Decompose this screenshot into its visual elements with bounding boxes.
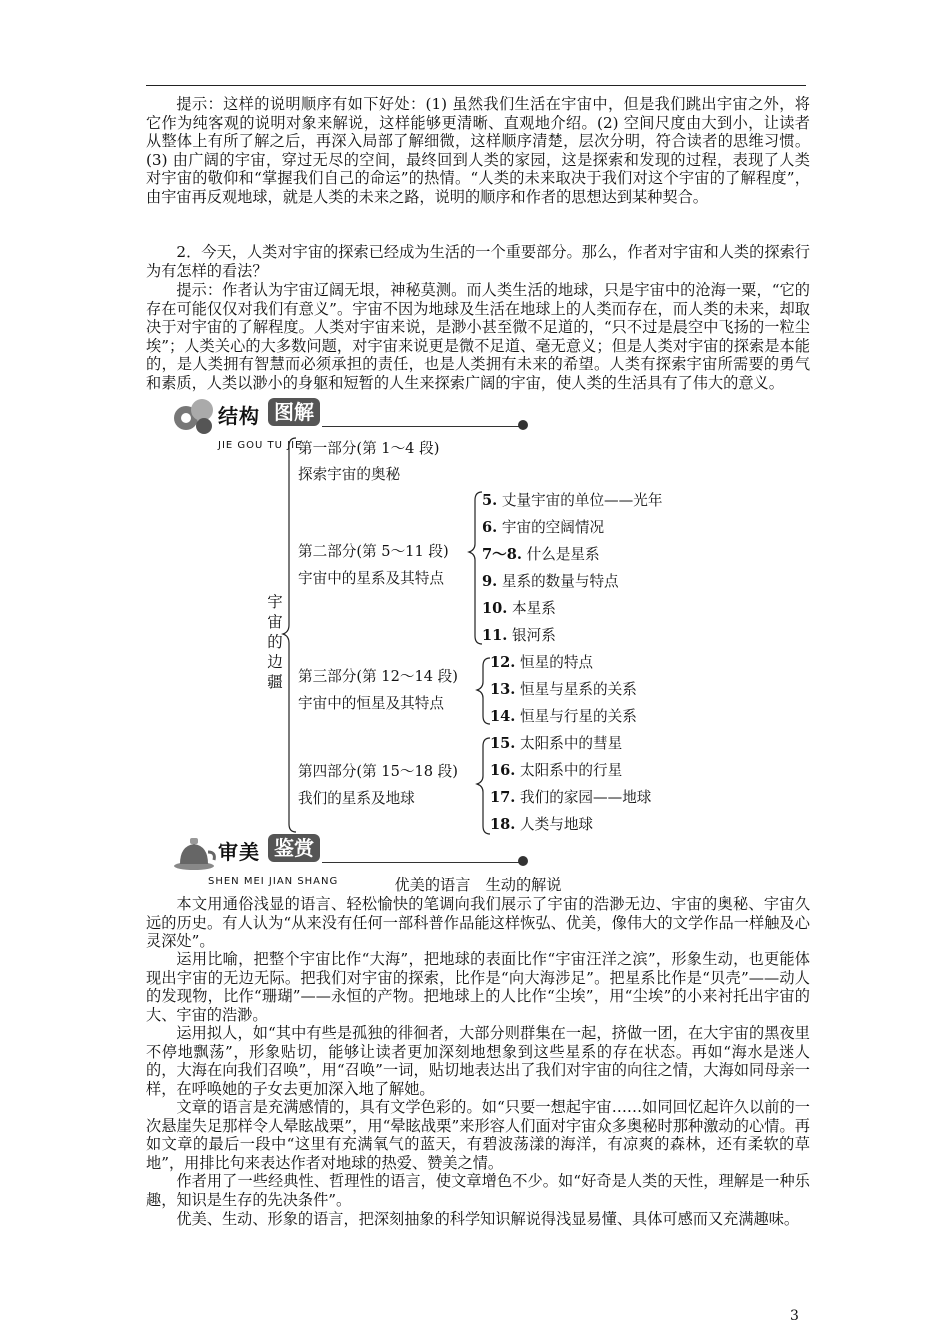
part-1-sub: 探索宇宙的奥秘 (298, 466, 401, 483)
list-item: 5. 丈量宇宙的单位——光年 (482, 492, 663, 509)
list-item: 9. 星系的数量与特点 (482, 573, 619, 590)
question-2: 2．今天，人类对宇宙的探索已经成为生活的一个重要部分。那么，作者对宇宙和人类的探索行为有怎样的看法？ (146, 243, 810, 280)
part-4-sub: 我们的星系及地球 (298, 790, 415, 807)
page-number: 3 (790, 1308, 799, 1324)
body-paragraph-6: 优美、生动、形象的语言，把深刻抽象的科学知识解说得浅显易懂、具体可感而又充满趣味。 (176, 1210, 800, 1228)
section-rule-dot (518, 856, 528, 866)
body-paragraph-1: 本文用通俗浅显的语言、轻松愉快的笔调向我们展示了宇宙的浩渺无边、宇宙的奥秘、宇宙久远的历史。有人认为“从来没有任何一部科普作品能这样恢弘、优美，像伟大的文学作品一样触及心灵深处”。 (146, 895, 810, 951)
section-title-a: 结构 (218, 404, 260, 428)
part-4-head: 第四部分(第 15～18 段) (298, 763, 458, 780)
list-item: 16. 太阳系中的行星 (490, 762, 623, 779)
section-title-b: 鉴赏 (268, 834, 320, 862)
teapot-logo-icon (172, 832, 218, 872)
section-subtitle: 优美的语言 生动的解说 (394, 876, 562, 894)
diagram-root-title: 宇宙的边疆 (267, 593, 283, 691)
hint-paragraph-2: 提示：作者认为宇宙辽阔无垠，神秘莫测。而人类生活的地球，只是宇宙中的沧海一粟，“它的存在可能仅仅对我们有意义”。宇宙不因为地球及生活在地球上的人类而存在，而人类的未来，却取决于对宇宙的了解程度。人类对宇宙来说，是渺小甚至微不足道的，“只不过是晨空中飞扬的一粒尘埃”；人类关心的大多数问题，对宇宙来说更是微不足道、毫无意义；但是人类对宇宙的探索是本能的，是人类拥有智慧而必须承担的责任，也是人类拥有未来的希望。人类有探索宇宙所需要的勇气和素质，人类以渺小的身躯和短暂的人生来探索广阔的宇宙，使人类的生活具有了伟大的意义。 (146, 281, 810, 392)
section-pinyin: JIE GOU TU JIE (218, 440, 303, 451)
list-item: 12. 恒星的特点 (490, 654, 594, 671)
part-2-head: 第二部分(第 5～11 段) (298, 543, 449, 560)
section-pinyin: SHEN MEI JIAN SHANG (208, 876, 339, 887)
list-item: 13. 恒星与星系的关系 (490, 681, 637, 698)
part-1-head: 第一部分(第 1～4 段) (298, 440, 440, 457)
part-3-head: 第三部分(第 12～14 段) (298, 668, 458, 685)
body-paragraph-5: 作者用了一些经典性、哲理性的语言，使文章增色不少。如“好奇是人类的天性，理解是一种乐趣，知识是生存的先决条件”。 (146, 1172, 810, 1209)
part-3-sub: 宇宙中的恒星及其特点 (298, 695, 444, 712)
section-title-a: 审美 (218, 840, 260, 864)
part-2-sub: 宇宙中的星系及其特点 (298, 570, 444, 587)
list-item: 15. 太阳系中的彗星 (490, 735, 623, 752)
section-title-b: 图解 (268, 398, 320, 426)
body-paragraph-3: 运用拟人，如“其中有些是孤独的徘徊者，大部分则群集在一起，挤做一团，在大宇宙的黑夜里不停地飘荡”，形象贴切，能够让读者更加深刻地想象到这些星系的存在状态。再如“海水是迷人的，大海在向我们召唤”，用“召唤”一词，贴切地表达出了我们对宇宙的向往之情，大海如同母亲一样，在呼唤她的子女去更加深入地了解她。 (146, 1024, 810, 1098)
list-item: 6. 宇宙的空阔情况 (482, 519, 605, 536)
section-rule (322, 862, 520, 863)
list-item: 10. 本星系 (482, 600, 556, 617)
list-item: 7～8. 什么是星系 (482, 546, 600, 563)
body-paragraph-4: 文章的语言是充满感情的，具有文学色彩的。如“只要一想起宇宙……如同回忆起许久以前的一次悬崖失足那样令人晕眩战栗”，用“晕眩战栗”来形容人们面对宇宙众多奥秘时那种激动的心情。再如文章的最后一段中“这里有充满氧气的蓝天，有碧波荡漾的海洋，有凉爽的森林，还有柔软的草地”，用排比句来表达作者对地球的热爱、赞美之情。 (146, 1098, 810, 1172)
hint-paragraph-1: 提示：这样的说明顺序有如下好处：(1) 虽然我们生活在宇宙中，但是我们跳出宇宙之外，将它作为纯客观的说明对象来解说，这样能够更清晰、直观地介绍。(2) 空间尺度由大到小，让读者从整体上有所了解之后，再深入局部了解细微，这样顺序清楚，层次分明，符合读者的思维习惯。(3) 由广阔的宇宙，穿过无尽的空间，最终回到人类的家园，这是探索和发现的过程，表现了人类对宇宙的敬仰和“掌握我们自己的命运”的热情。“人类的未来取决于我们对这个宇宙的了解程度”，由宇宙再反观地球，就是人类的未来之路，说明的顺序和作者的思想达到某种契合。 (146, 95, 810, 206)
list-item: 11. 银河系 (482, 627, 556, 644)
list-item: 14. 恒星与行星的关系 (490, 708, 637, 725)
list-item: 17. 我们的家园——地球 (490, 789, 652, 806)
list-item: 18. 人类与地球 (490, 816, 594, 833)
body-paragraph-2: 运用比喻，把整个宇宙比作“大海”，把地球的表面比作“宇宙汪洋之滨”，形象生动，也更能体现出宇宙的无边无际。把我们对宇宙的探索，比作是“向大海涉足”。把星系比作是“贝壳”——动人的发现物，比作“珊瑚”——永恒的产物。把地球上的人比作“尘埃”，用“尘埃”的小来衬托出宇宙的大、宇宙的浩渺。 (146, 950, 810, 1024)
